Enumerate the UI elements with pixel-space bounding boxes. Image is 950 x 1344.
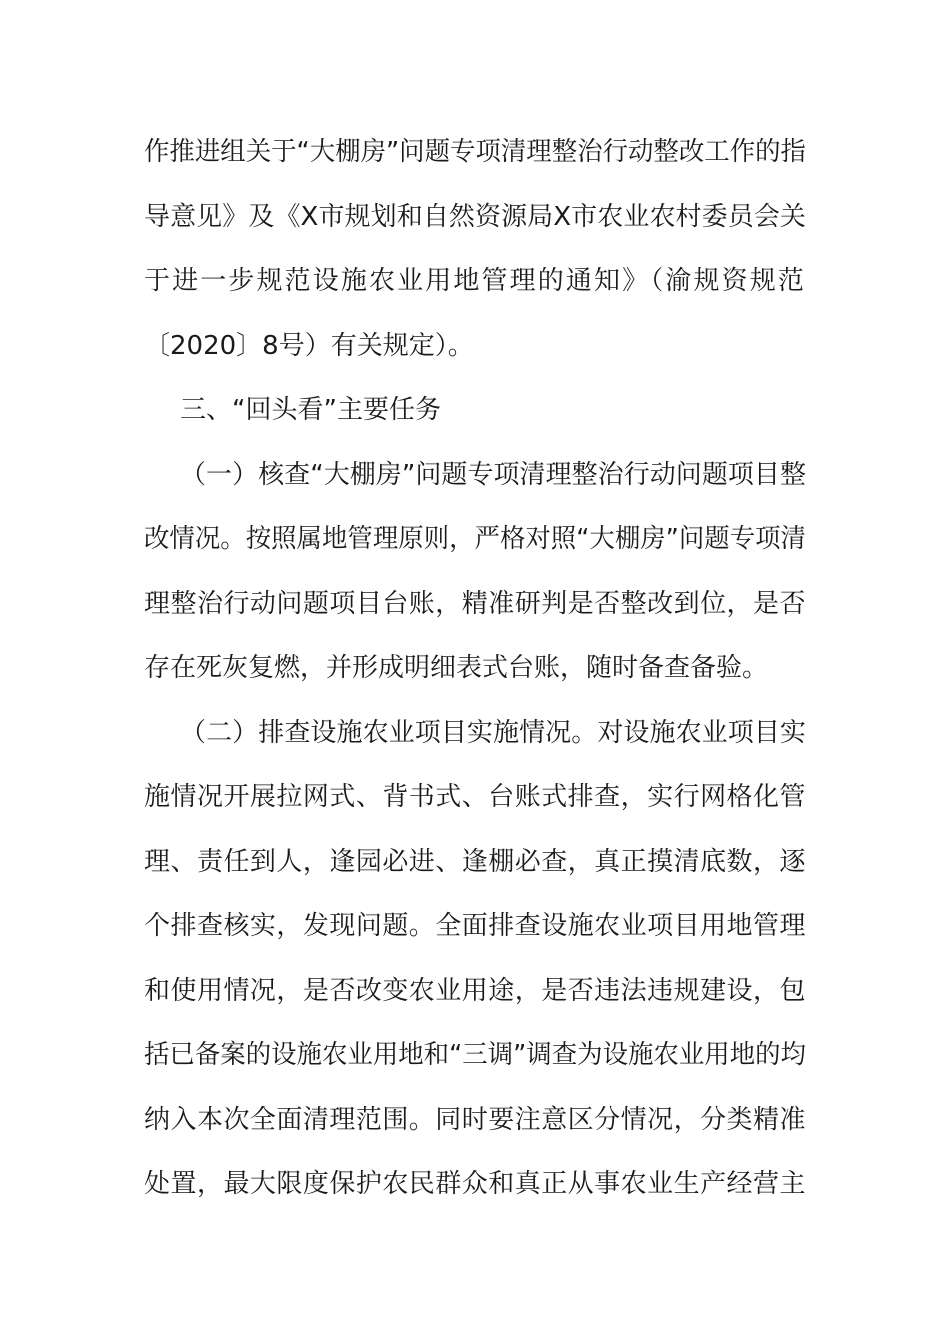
paragraph-1-line-4: [144, 636, 806, 701]
line-text: （一）核查“大棚房”问题专项清理整治行动问题项目整: [180, 459, 806, 490]
paragraph-2-line-7: [144, 1088, 806, 1153]
body-line-3: [144, 249, 806, 314]
line-text: 理整治行动问题项目台账，精准研判是否整改到位，是否: [144, 588, 806, 619]
paragraph-2-line-3: [144, 830, 806, 895]
line-text: 导意见》及《X市规划和自然资源局X市农业农村委员会关: [144, 201, 806, 232]
line-text: 处置，最大限度保护农民群众和真正从事农业生产经营主: [144, 1169, 806, 1199]
paragraph-1-line-2: [144, 507, 806, 572]
line-text: 存在死灰复燃，并形成明细表式台账，随时备查备验。: [144, 653, 769, 683]
body-line-4: [144, 314, 806, 379]
line-text: 作推进组关于“大棚房”问题专项清理整治行动整改工作的指: [144, 137, 806, 167]
line-text: 括已备案的设施农业用地和“三调”调查为设施农业用地的均: [144, 1040, 806, 1070]
paragraph-2-line-1: [144, 701, 806, 766]
line-text: 于进一步规范设施农业用地管理的通知》（渝规资规范: [144, 266, 806, 296]
document-page: [144, 120, 806, 1217]
line-text: 理、责任到人，逢园必进、逢棚必查，真正摸清底数，逐: [144, 846, 806, 877]
line-text: 纳入本次全面清理范围。同时要注意区分情况，分类精准: [144, 1104, 806, 1135]
paragraph-2-line-8: [144, 1152, 806, 1217]
line-text: 〔2020〕8号）有关规定）。: [144, 330, 474, 361]
line-text: 改情况。按照属地管理原则，严格对照“大棚房”问题专项清: [144, 524, 806, 554]
paragraph-2-line-4: [144, 894, 806, 959]
body-line-2: [144, 185, 806, 250]
heading-text: 三、“回头看”主要任务: [180, 395, 441, 425]
line-text: 施情况开展拉网式、背书式、台账式排查，实行网格化管: [144, 782, 806, 812]
paragraph-2-line-6: [144, 1023, 806, 1088]
line-text: 个排查核实，发现问题。全面排查设施农业项目用地管理: [144, 911, 806, 941]
paragraph-1-line-3: [144, 572, 806, 637]
body-line-1: [144, 120, 806, 185]
line-text: （二）排查设施农业项目实施情况。对设施农业项目实: [180, 717, 806, 748]
paragraph-1-line-1: [144, 443, 806, 508]
paragraph-2-line-2: [144, 765, 806, 830]
line-text: 和使用情况，是否改变农业用途，是否违法违规建设，包: [144, 975, 806, 1006]
paragraph-2-line-5: [144, 959, 806, 1024]
section-heading: [144, 378, 806, 443]
